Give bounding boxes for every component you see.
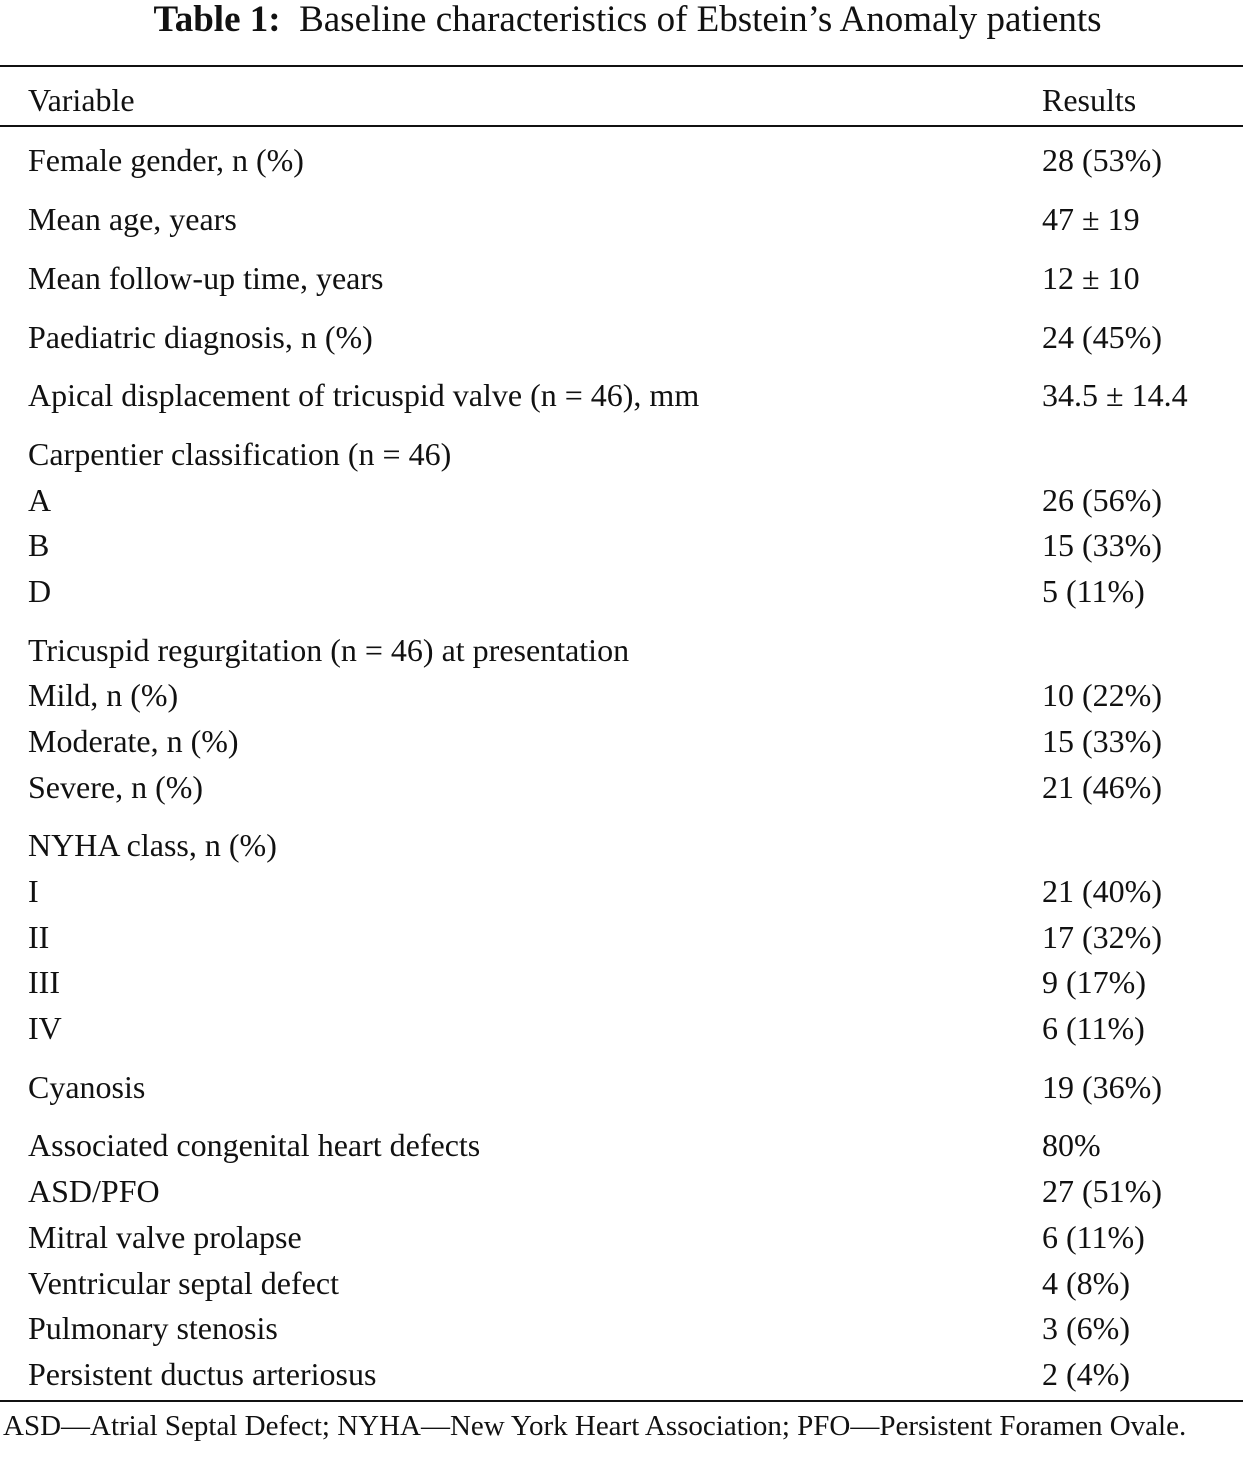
row-variable: Moderate, n (%) bbox=[28, 723, 239, 759]
table-row-group-heading bbox=[0, 825, 1243, 865]
row-result: 15 (33%) bbox=[1042, 527, 1162, 563]
header-variable: Variable bbox=[28, 82, 135, 118]
table-row bbox=[0, 571, 1243, 611]
table-row bbox=[0, 480, 1243, 520]
row-variable: D bbox=[28, 573, 52, 609]
table-caption bbox=[0, 0, 1255, 44]
table-header-rule bbox=[0, 125, 1243, 127]
table-row bbox=[0, 675, 1243, 715]
table-row bbox=[0, 1217, 1243, 1257]
row-result: 80% bbox=[1042, 1127, 1101, 1163]
row-result: 28 (53%) bbox=[1042, 142, 1162, 178]
row-result: 9 (17%) bbox=[1042, 964, 1146, 1000]
row-result: 6 (11%) bbox=[1042, 1010, 1145, 1046]
table-row bbox=[0, 917, 1243, 957]
table-header-row bbox=[0, 80, 1243, 120]
table-row bbox=[0, 1125, 1243, 1165]
row-variable: Tricuspid regurgitation (n = 46) at presentation bbox=[28, 632, 630, 668]
row-variable: Associated congenital heart defects bbox=[28, 1127, 481, 1163]
row-variable: Paediatric diagnosis, n (%) bbox=[28, 319, 373, 355]
table-row bbox=[0, 871, 1243, 911]
row-result: 17 (32%) bbox=[1042, 919, 1162, 955]
row-result: 19 (36%) bbox=[1042, 1069, 1162, 1105]
row-variable: Pulmonary stenosis bbox=[28, 1310, 278, 1346]
row-result: 27 (51%) bbox=[1042, 1173, 1162, 1209]
row-result: 4 (8%) bbox=[1042, 1265, 1130, 1301]
table-row bbox=[0, 1354, 1243, 1394]
row-result: 34.5 ± 14.4 bbox=[1042, 377, 1188, 413]
table-row bbox=[0, 962, 1243, 1002]
row-result: 26 (56%) bbox=[1042, 482, 1162, 518]
row-variable: I bbox=[28, 873, 39, 909]
table-row-group-heading bbox=[0, 434, 1243, 474]
row-result: 21 (40%) bbox=[1042, 873, 1162, 909]
row-result: 24 (45%) bbox=[1042, 319, 1162, 355]
row-result: 47 ± 19 bbox=[1042, 201, 1140, 237]
table-row bbox=[0, 199, 1243, 239]
row-result: 15 (33%) bbox=[1042, 723, 1162, 759]
row-result: 10 (22%) bbox=[1042, 677, 1162, 713]
table-row bbox=[0, 317, 1243, 357]
row-variable: ASD/PFO bbox=[28, 1173, 160, 1209]
row-variable: III bbox=[28, 964, 60, 1000]
row-variable: Carpentier classification (n = 46) bbox=[28, 436, 452, 472]
table-row bbox=[0, 375, 1243, 415]
row-variable: Persistent ductus arteriosus bbox=[28, 1356, 377, 1392]
row-result: 21 (46%) bbox=[1042, 769, 1162, 805]
row-variable: II bbox=[28, 919, 50, 955]
row-variable: Female gender, n (%) bbox=[28, 142, 304, 178]
table-row bbox=[0, 1067, 1243, 1107]
table-row bbox=[0, 1171, 1243, 1211]
row-variable: IV bbox=[28, 1010, 62, 1046]
row-result: 12 ± 10 bbox=[1042, 260, 1140, 296]
row-variable: B bbox=[28, 527, 50, 563]
table-row bbox=[0, 258, 1243, 298]
row-variable: Ventricular septal defect bbox=[28, 1265, 339, 1301]
table-row bbox=[0, 1008, 1243, 1048]
row-result: 3 (6%) bbox=[1042, 1310, 1130, 1346]
table-caption-title: Baseline characteristics of Ebstein’s Anomaly patients bbox=[299, 0, 1102, 40]
table-caption-label: Table 1: bbox=[153, 0, 281, 40]
table-row bbox=[0, 767, 1243, 807]
table-row bbox=[0, 721, 1243, 761]
row-variable: Apical displacement of tricuspid valve (n = 46), mm bbox=[28, 377, 700, 413]
row-result: 6 (11%) bbox=[1042, 1219, 1145, 1255]
table-row bbox=[0, 525, 1243, 565]
row-variable: Mean follow-up time, years bbox=[28, 260, 384, 296]
row-variable: Mild, n (%) bbox=[28, 677, 179, 713]
row-variable: Mean age, years bbox=[28, 201, 237, 237]
row-variable: Cyanosis bbox=[28, 1069, 146, 1105]
table-footnote: ASD—Atrial Septal Defect; NYHA—New York Heart Association; PFO—Persistent Foramen Ovale. bbox=[3, 1410, 1187, 1442]
table-row-group-heading bbox=[0, 630, 1243, 670]
table-row bbox=[0, 1263, 1243, 1303]
table-top-rule bbox=[0, 65, 1243, 67]
row-variable: Mitral valve prolapse bbox=[28, 1219, 302, 1255]
row-result: 2 (4%) bbox=[1042, 1356, 1130, 1392]
header-results: Results bbox=[1042, 82, 1137, 118]
row-variable: NYHA class, n (%) bbox=[28, 827, 277, 863]
row-variable: Severe, n (%) bbox=[28, 769, 204, 805]
row-variable: A bbox=[28, 482, 52, 518]
table-bottom-rule bbox=[0, 1400, 1243, 1402]
row-result: 5 (11%) bbox=[1042, 573, 1145, 609]
table-row bbox=[0, 1308, 1243, 1348]
table-row bbox=[0, 140, 1243, 180]
